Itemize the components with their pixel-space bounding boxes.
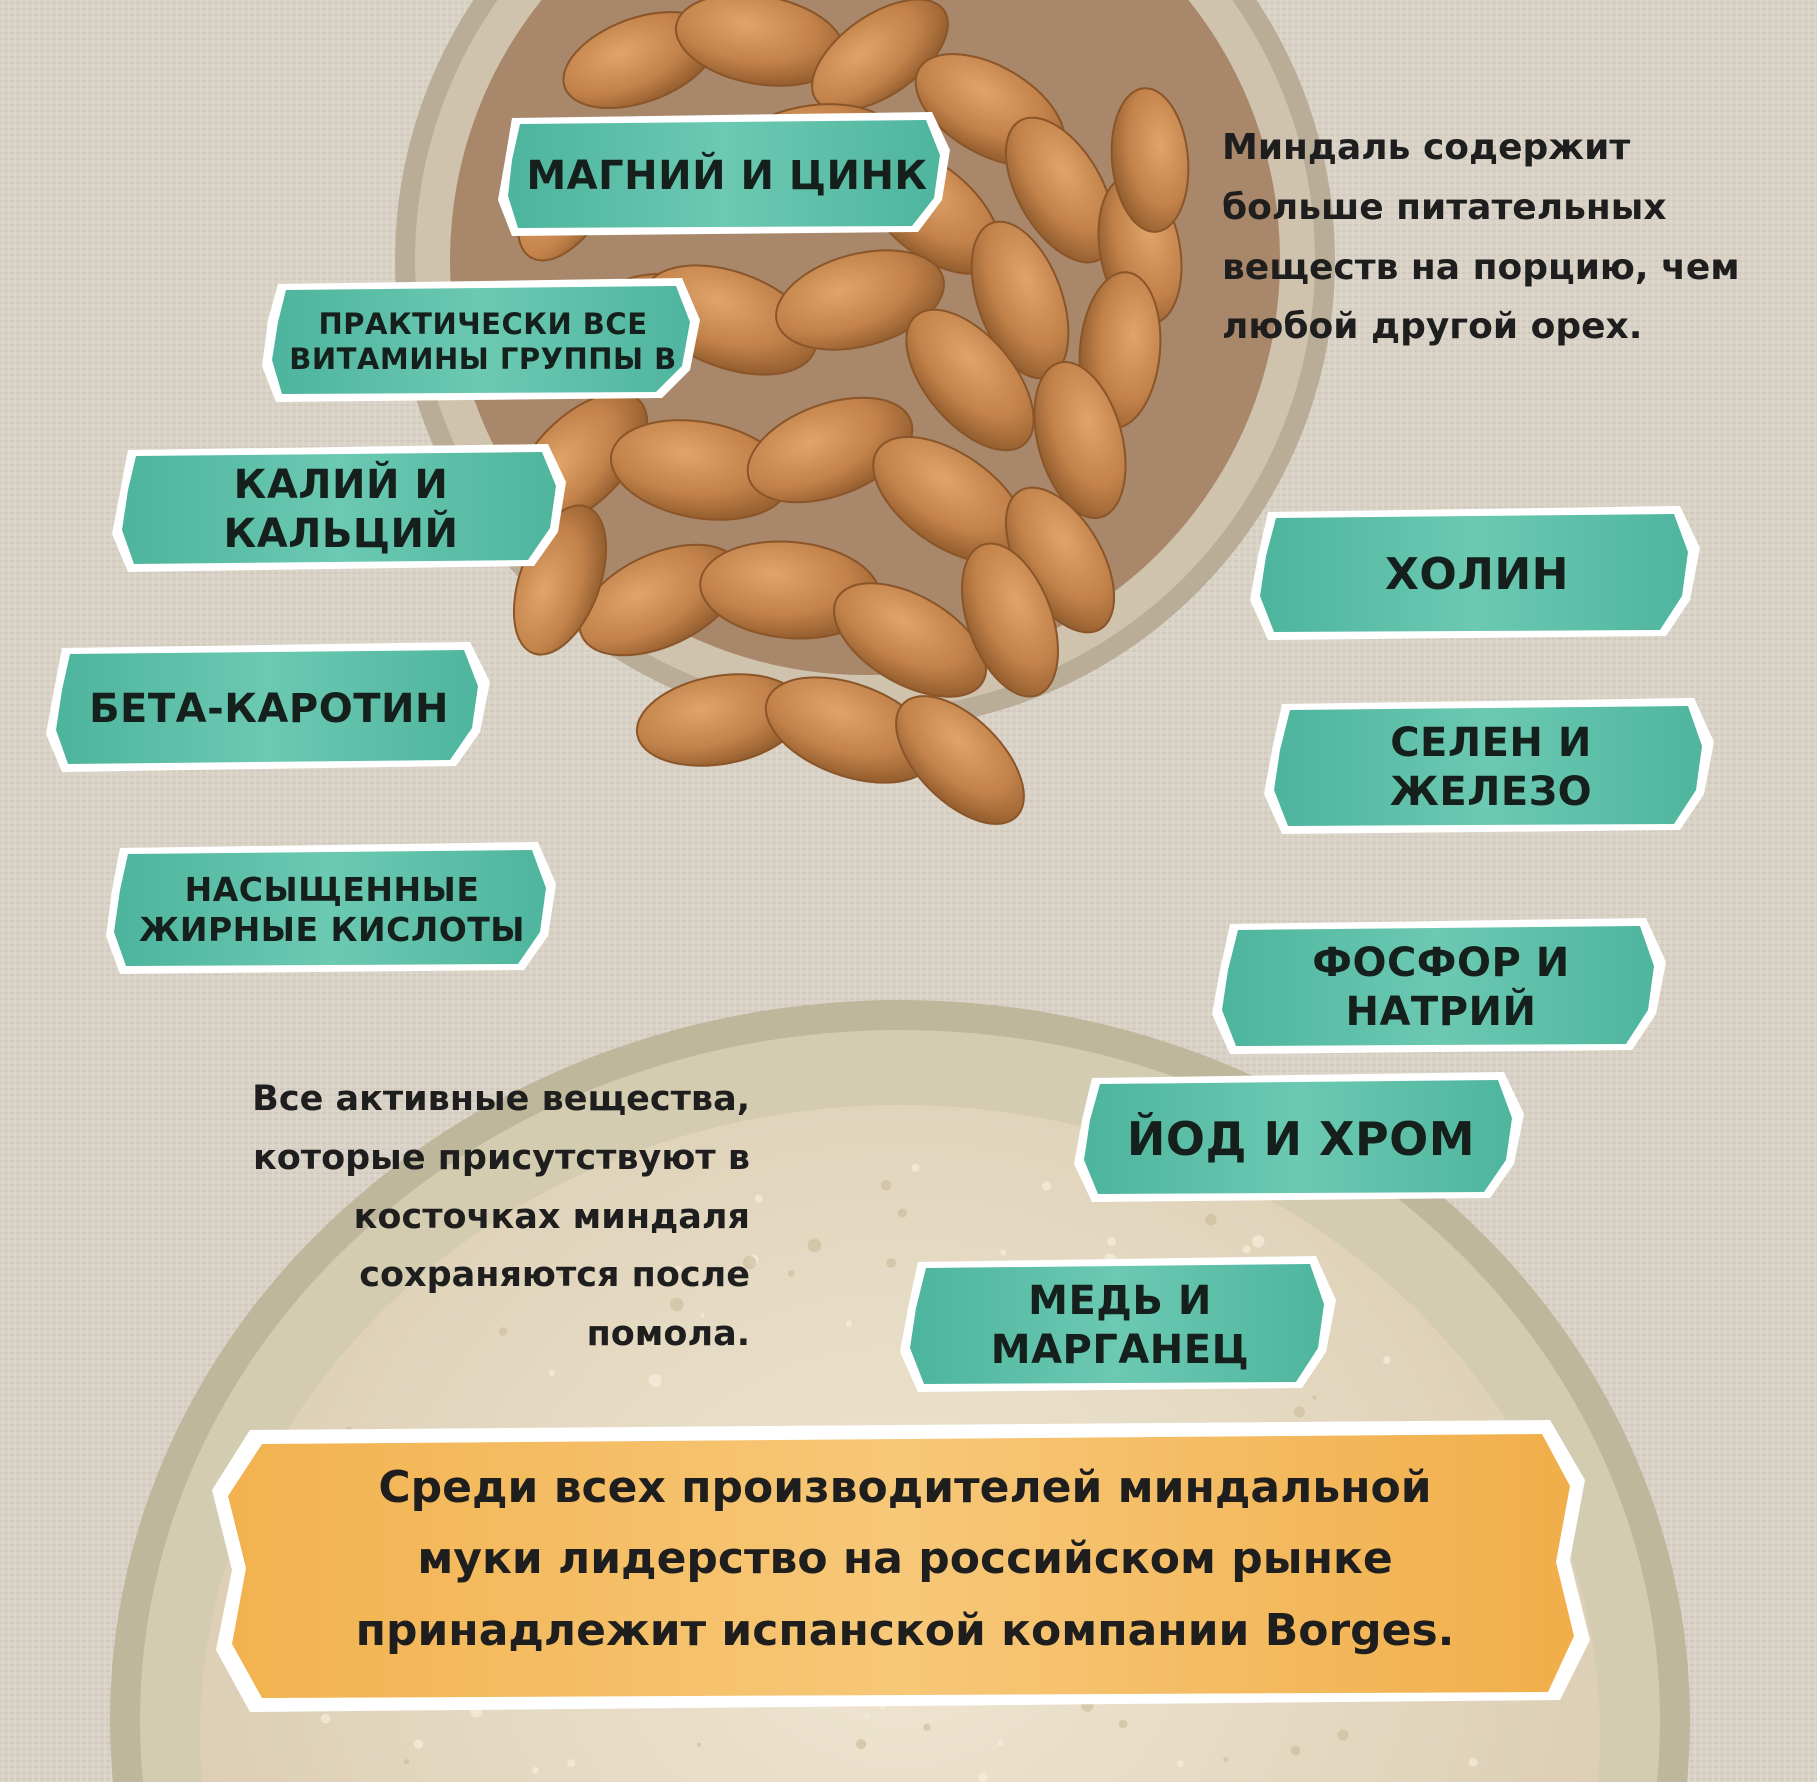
flour-speck <box>414 1740 423 1749</box>
flour-speck <box>649 1374 662 1387</box>
tag-label-choline: ХОЛИН <box>1384 549 1570 601</box>
flour-speck <box>911 1164 919 1172</box>
flour-speck <box>549 1370 555 1376</box>
flour-speck <box>1252 1235 1264 1247</box>
flour-speck <box>923 1724 930 1731</box>
flour-speck <box>1042 1181 1051 1190</box>
flour-speck <box>864 1713 870 1719</box>
intro-text: Миндаль содержит больше питательных веществ на порцию, чем любой другой орех. <box>1222 127 1740 348</box>
flour-speck <box>788 1270 795 1277</box>
flour-speck <box>1107 1237 1116 1246</box>
flour-speck <box>881 1180 892 1191</box>
flour-speck <box>1119 1720 1128 1729</box>
flour-speck <box>1205 1214 1217 1226</box>
tag-label-saturated-fats: НАСЫЩЕННЫЕ ЖИРНЫЕ КИСЛОТЫ <box>138 869 526 949</box>
tag-label-potassium-calcium: КАЛИЙ И КАЛЬЦИЙ <box>223 462 459 557</box>
flour-speck <box>1000 1250 1006 1256</box>
flour-speck <box>1337 1730 1348 1741</box>
flour-speck <box>567 1759 575 1767</box>
tag-label-magnesium-zinc: МАГНИЙ И ЦИНК <box>526 152 928 199</box>
flour-speck <box>898 1209 907 1218</box>
flour-speck <box>856 1739 866 1749</box>
flour-speck <box>532 1767 538 1773</box>
flour-speck <box>887 1258 897 1268</box>
tag-label-b-vitamins: ПРАКТИЧЕСКИ ВСЕ ВИТАМИНЫ ГРУППЫ В <box>289 306 677 376</box>
flour-speck <box>321 1714 331 1724</box>
flour-speck <box>1177 1760 1184 1767</box>
flour-speck <box>1312 1395 1317 1400</box>
flour-speck <box>846 1321 852 1327</box>
banner-text: Среди всех производителей миндальной муки лидерство на российском рынке принадлежит испанской компании Borges. <box>355 1462 1455 1656</box>
flour-speck <box>997 1740 1003 1746</box>
tag-label-beta-carotene: БЕТА-КАРОТИН <box>89 685 449 732</box>
grinding-text: Все активные вещества, которые присутствуют в косточках миндаля сохраняются после помола. <box>252 1079 750 1355</box>
flour-speck <box>1383 1356 1391 1364</box>
flour-speck <box>697 1743 701 1747</box>
flour-speck <box>1294 1407 1305 1418</box>
tag-label-selenium-iron: СЕЛЕН И ЖЕЛЕЗО <box>1389 720 1593 815</box>
flour-speck <box>755 1195 763 1203</box>
tag-label-phosphorus-sodium: ФОСФОР И НАТРИЙ <box>1312 940 1570 1035</box>
flour-speck <box>1291 1746 1301 1756</box>
flour-speck <box>1469 1758 1478 1767</box>
flour-speck <box>1243 1245 1251 1253</box>
flour-speck <box>979 1772 988 1781</box>
flour-speck <box>808 1238 822 1252</box>
tag-label-copper-manganese: МЕДЬ И МАРГАНЕЦ <box>990 1278 1250 1373</box>
tag-label-iodine-chromium: ЙОД И ХРОМ <box>1126 1111 1476 1166</box>
flour-speck <box>1223 1757 1228 1762</box>
flour-speck <box>404 1759 409 1764</box>
